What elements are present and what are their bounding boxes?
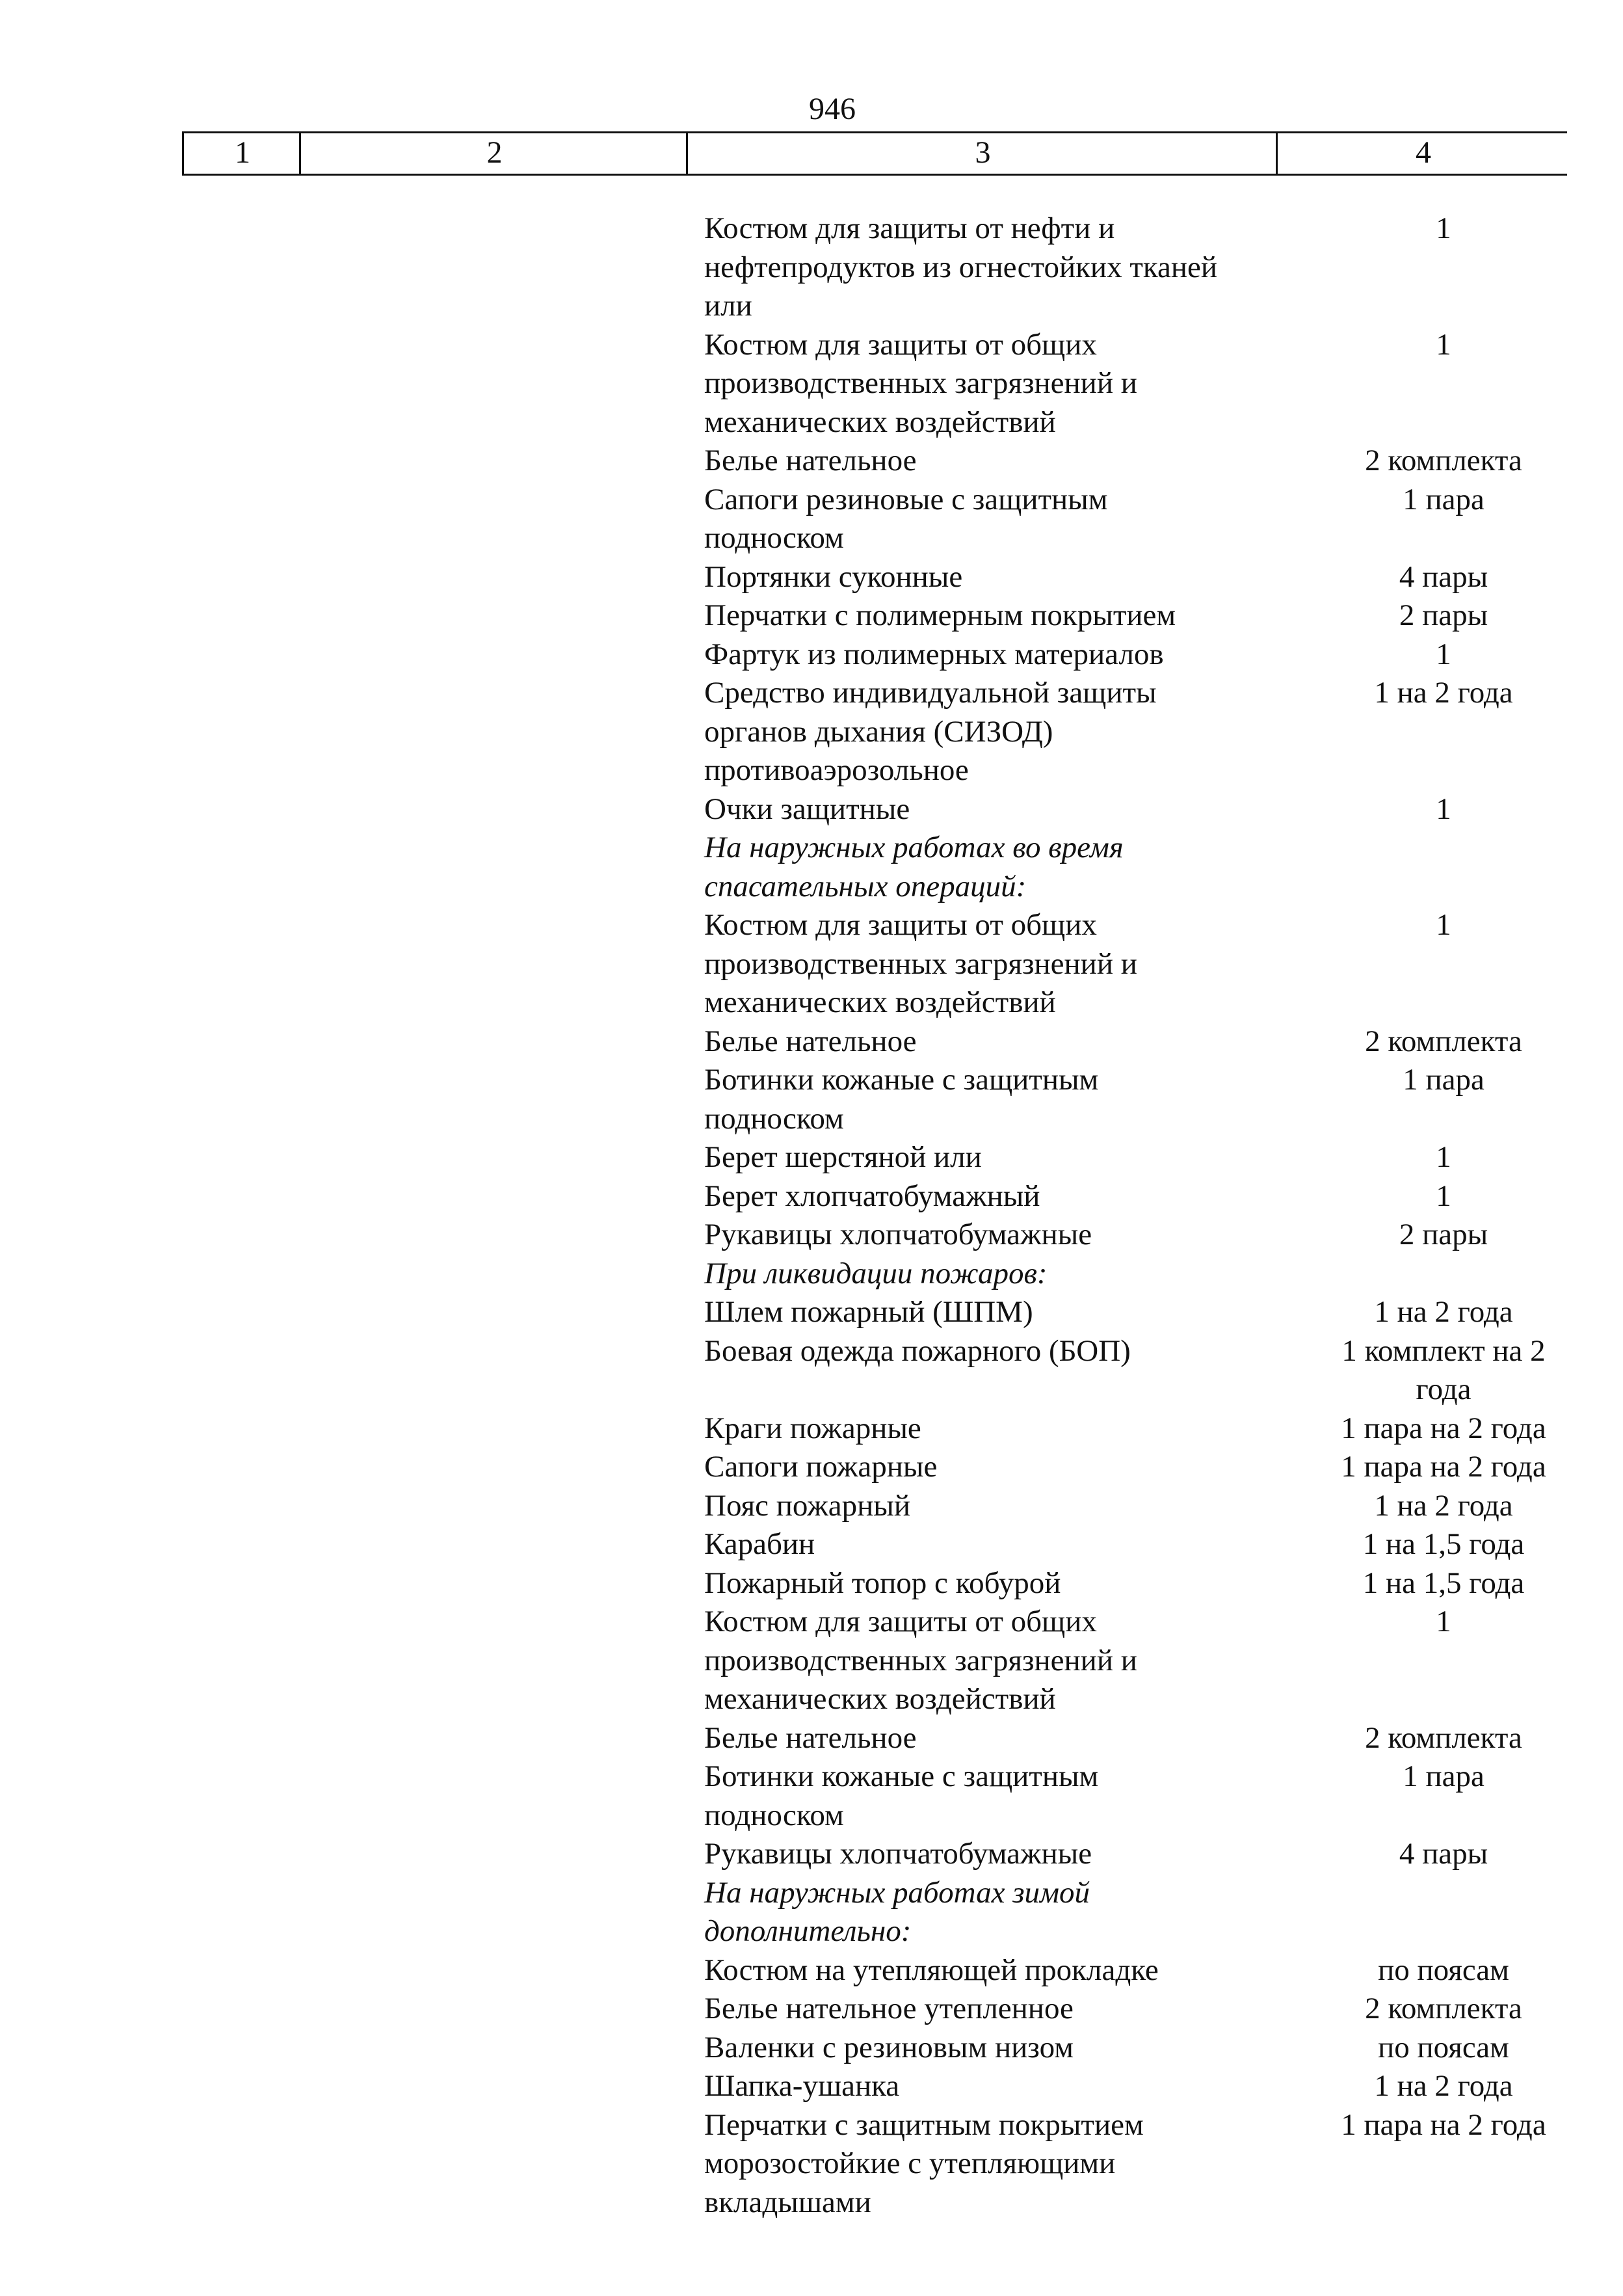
section-heading-row <box>0 1874 1623 1951</box>
item-name: Белье нательное утепленное <box>704 1992 1074 2025</box>
item-quantity: 1 <box>1436 327 1451 362</box>
table-row <box>0 1332 1623 1409</box>
section-heading-row <box>0 1255 1623 1294</box>
table-row <box>0 1487 1623 1526</box>
item-quantity: 1 на 1,5 года <box>1362 1566 1525 1600</box>
table-row <box>0 1138 1623 1177</box>
item-name: Боевая одежда пожарного (БОП) <box>704 1333 1131 1368</box>
item-quantity: 2 комплекта <box>1365 444 1522 477</box>
item-name: Берет шерстяной или <box>704 1140 982 1174</box>
item-quantity: 1 пара <box>1403 1063 1484 1097</box>
table-row <box>0 1835 1623 1874</box>
item-quantity: 1 на 2 года <box>1374 1488 1513 1523</box>
item-quantity: 2 пары <box>1399 598 1488 632</box>
column-header-2: 2 <box>299 133 688 174</box>
table-row <box>0 2067 1623 2106</box>
item-name: Шлем пожарный (ШПМ) <box>704 1295 1033 1329</box>
item-name: Костюм на утепляющей прокладке <box>704 1953 1159 1987</box>
table-row <box>0 326 1623 442</box>
item-quantity: 1 пара <box>1403 482 1484 516</box>
item-quantity: 1 <box>1436 792 1451 826</box>
item-quantity: 1 пара <box>1403 1759 1484 1793</box>
item-quantity: 4 пары <box>1399 559 1488 594</box>
item-quantity: 1 пара на 2 года <box>1341 1450 1546 1484</box>
item-name: Портянки суконные <box>704 559 963 594</box>
item-quantity: по поясам <box>1378 2030 1509 2064</box>
item-quantity: 1 <box>1436 211 1451 245</box>
table-row <box>0 1525 1623 1564</box>
table-row <box>0 1216 1623 1255</box>
item-name: Карабин <box>704 1527 815 1561</box>
item-name: Очки защитные <box>704 792 910 826</box>
item-name: Костюм для защиты от общих производственных загрязнений и механических воздействий <box>704 908 1137 1019</box>
table-row <box>0 1719 1623 1758</box>
table-row <box>0 674 1623 790</box>
column-header-4: 4 <box>1276 133 1569 174</box>
item-name: Перчатки с полимерным покрытием <box>704 598 1176 632</box>
item-name: Пояс пожарный <box>704 1488 910 1523</box>
table-row <box>0 906 1623 1022</box>
item-name: Костюм для защиты от нефти и нефтепродуктов из огнестойких тканей или <box>704 211 1218 323</box>
item-name: Белье нательное <box>704 1024 917 1058</box>
table-row <box>0 442 1623 481</box>
item-quantity: 2 пары <box>1399 1218 1488 1251</box>
item-name: Шапка-ушанка <box>704 2069 900 2103</box>
item-name: Ботинки кожаные с защитным подноском <box>704 1759 1099 1832</box>
section-heading: При ликвидации пожаров: <box>704 1256 1048 1290</box>
section-heading-row <box>0 829 1623 906</box>
item-name: Сапоги пожарные <box>704 1450 938 1484</box>
item-quantity: 1 <box>1436 1179 1451 1213</box>
table-row <box>0 481 1623 558</box>
item-quantity: 1 на 2 года <box>1374 676 1513 710</box>
item-quantity: 1 <box>1436 1140 1451 1174</box>
item-quantity: 1 пара на 2 года <box>1341 1411 1546 1445</box>
column-header-3: 3 <box>686 133 1278 174</box>
item-quantity: 1 <box>1436 1605 1451 1638</box>
table-row <box>0 1951 1623 1990</box>
item-name: Рукавицы хлопчатобумажные <box>704 1837 1092 1871</box>
table-row <box>0 1990 1623 2029</box>
item-quantity: 1 на 2 года <box>1374 2069 1513 2103</box>
table-row <box>0 2029 1623 2068</box>
item-quantity: 4 пары <box>1399 1837 1488 1871</box>
item-name: Рукавицы хлопчатобумажные <box>704 1218 1092 1251</box>
table-row <box>0 596 1623 635</box>
item-name: Белье нательное <box>704 444 917 477</box>
item-name: Берет хлопчатобумажный <box>704 1179 1040 1213</box>
column-header-1: 1 <box>182 133 301 174</box>
item-name: Средство индивидуальной защиты органов дыхания (СИЗОД) противоаэрозольное <box>704 676 1157 787</box>
item-quantity: 1 пара на 2 года <box>1341 2107 1546 2142</box>
table-row <box>0 558 1623 597</box>
table-row <box>0 1603 1623 1719</box>
table-row <box>0 1293 1623 1332</box>
item-name: Перчатки с защитным покрытием морозостойкие с утепляющими вкладышами <box>704 2107 1144 2219</box>
section-heading: На наружных работах во время спасательных операций: <box>704 831 1124 903</box>
item-quantity: 2 комплекта <box>1365 1720 1522 1755</box>
item-name: Пожарный топор с кобурой <box>704 1566 1061 1600</box>
table-row <box>0 635 1623 674</box>
table-row <box>0 1409 1623 1448</box>
item-quantity: 1 <box>1436 637 1451 671</box>
item-quantity: 2 комплекта <box>1365 1024 1522 1058</box>
table-row <box>0 2106 1623 2223</box>
item-quantity: 1 <box>1436 908 1451 942</box>
item-name: Сапоги резиновые с защитным подноском <box>704 482 1108 555</box>
item-name: Ботинки кожаные с защитным подноском <box>704 1063 1099 1136</box>
table-row <box>0 209 1623 326</box>
item-name: Краги пожарные <box>704 1411 921 1445</box>
item-quantity: 1 на 1,5 года <box>1362 1527 1525 1561</box>
item-name: Костюм для защиты от общих производственных загрязнений и механических воздействий <box>704 1605 1137 1716</box>
item-name: Фартук из полимерных материалов <box>704 637 1164 671</box>
section-heading: На наружных работах зимой дополнительно: <box>704 1875 1090 1948</box>
table-row <box>0 1757 1623 1835</box>
table-row <box>0 1177 1623 1216</box>
table-row <box>0 1448 1623 1487</box>
item-name: Костюм для защиты от общих производственных загрязнений и механических воздействий <box>704 327 1137 439</box>
table-row <box>0 790 1623 829</box>
table-row <box>0 1022 1623 1061</box>
item-name: Валенки с резиновым низом <box>704 2030 1074 2064</box>
item-quantity: по поясам <box>1378 1953 1509 1987</box>
item-quantity: 1 комплект на 2 года <box>1341 1333 1546 1406</box>
table-row <box>0 1564 1623 1603</box>
item-name: Белье нательное <box>704 1720 917 1755</box>
page-number: 946 <box>809 92 856 126</box>
table-row <box>0 1061 1623 1138</box>
item-quantity: 1 на 2 года <box>1374 1295 1513 1329</box>
item-quantity: 2 комплекта <box>1365 1992 1522 2025</box>
